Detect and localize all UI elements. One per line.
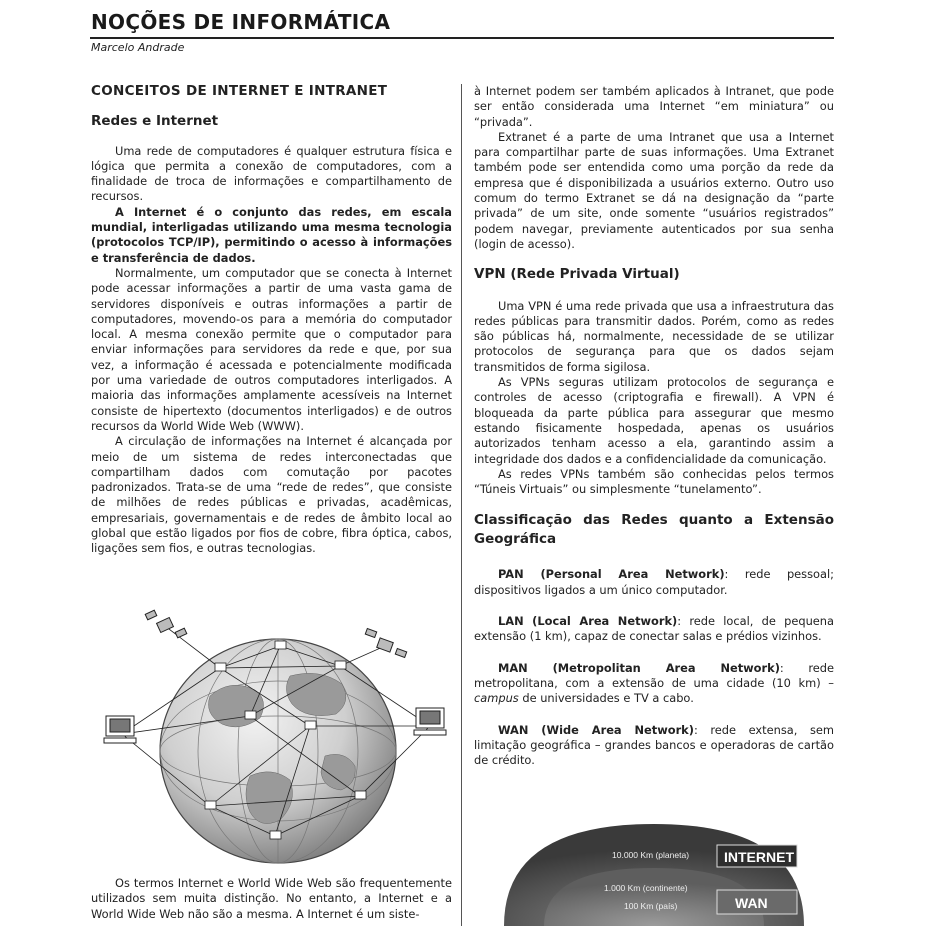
network-scale-diagram xyxy=(474,822,834,926)
paragraph: As redes VPNs também são conhecidas pelos termos “Túneis Virtuais” ou simplesmente “tunelamento”. xyxy=(474,466,834,497)
paragraph: Normalmente, um computador que se conecta à Internet pode acessar informações a partir de uma vasta gama de servidores disponíveis e outras informações a partir de computadores, movendo-os para a memória do computador local. A mesma conexão permite que o computador para enviar informações para servidores da rede e que, por sua vez, a informação é acessada e potencialmente modificada por uma variedade de outros computadores interligados. A maioria das informações amplamente acessíveis na Internet consiste de hipertexto (documentos interligados) e de outros recursos da World Wide Web (WWW). xyxy=(91,265,452,433)
paragraph: à Internet podem ser também aplicados à Intranet, que pode ser então considerada uma Internet “em miniatura” ou “privada”. xyxy=(474,84,834,129)
paragraph: Os termos Internet e World Wide Web são frequentemente utilizados sem muita distinção. No entanto, a Internet e a World Wide Web não são a mesma. A Internet é um siste- xyxy=(91,876,452,921)
wan-range-continent: 1.000 Km (continente) xyxy=(604,883,688,893)
man-description: : rede metropolitana, com a extensão de uma cidade (10 km) – xyxy=(474,660,834,690)
vpn-title: VPN (Rede Privada Virtual) xyxy=(474,266,680,283)
pan-term: PAN (Personal Area Network) xyxy=(498,567,725,582)
wan-range-country: 100 Km (país) xyxy=(624,901,678,911)
lan-item xyxy=(474,614,834,645)
classification-title: Classificação das Redes quanto a Extensão Geográfica xyxy=(474,512,834,548)
author: Marcelo Andrade xyxy=(91,41,185,54)
wan-item xyxy=(474,723,834,769)
wan-label: WAN xyxy=(735,895,768,911)
paragraph: Extranet é a parte de uma Intranet que usa a Internet para compartilhar parte de suas informações. Uma Extranet também pode ser entendida como uma porção da rede da empresa que é disponibilizada a usuários externo. Outro uso comum do termo Extranet se dá na designação da “parte privada” de um site, onde somente “usuários registrados” podem navegar, previamente autenticados por sua senha (login de acesso). xyxy=(474,129,834,251)
paragraph-bold: A Internet é o conjunto das redes, em escala mundial, interligadas utilizando uma mesma tecnologia (protocolos TCP/IP), permitindo o acesso à informações e transferência de dados. xyxy=(91,204,452,265)
column-divider xyxy=(461,84,462,926)
wan-term: WAN (Wide Area Network) xyxy=(498,722,694,737)
pan-item xyxy=(474,567,834,598)
paragraph: Uma rede de computadores é qualquer estrutura física e lógica que permita a conexão de computadores, com a finalidade de troca de informações e compartilhamento de recursos. xyxy=(91,143,452,204)
internet-range: 10.000 Km (planeta) xyxy=(612,850,690,860)
man-item xyxy=(474,661,834,707)
globe-network-icon xyxy=(100,606,450,868)
right-column xyxy=(474,84,834,768)
section-title: CONCEITOS DE INTERNET E INTRANET xyxy=(91,83,388,99)
paragraph: As VPNs seguras utilizam protocolos de segurança e controles de acesso (criptografia e firewall). A VPN é bloqueada da parte pública para assegurar que mesmo estando fisicamente hospedada, apenas os usuários autorizados tenham acesso a ela, garantindo assim a integridade dos dados e a confidencialidade da comunicação. xyxy=(474,375,834,466)
left-column xyxy=(91,84,452,557)
header-divider xyxy=(90,37,834,39)
man-term: MAN (Metropolitan Area Network) xyxy=(498,660,780,675)
paragraph: A circulação de informações na Internet é alcançada por meio de um sistema de redes interconectadas que compartilham dados com comutação por pacotes padronizados. Trata-se de uma “rede de redes”, que consiste de milhões de redes públicas e privadas, acadêmicas, empresariais, governamentais e de redes de âmbito local ao global que estão ligados por fios de cobre, fibra óptica, cabos, ligações sem fios, e outras tecnologias. xyxy=(91,434,452,556)
left-column-bottom xyxy=(91,876,452,922)
page-title: NOÇÕES DE INFORMÁTICA xyxy=(91,10,391,34)
man-description-end: de universidades e TV a cabo. xyxy=(518,691,694,706)
subsection-title: Redes e Internet xyxy=(91,113,219,130)
internet-label: INTERNET xyxy=(724,849,794,865)
paragraph: Uma VPN é uma rede privada que usa a infraestrutura das redes públicas para transmitir dados. Porém, como as redes são públicas há, normalmente, necessidade de se utilizar protocolos de segurança para que os dados sejam transmitidos de forma sigilosa. xyxy=(474,298,834,374)
lan-description: : rede local, de pequena extensão (1 km), capaz de conectar salas e prédios vizinhos. xyxy=(474,614,834,644)
pan-description: : rede pessoal; dispositivos ligados a um único computador. xyxy=(474,567,834,597)
wan-description: : rede extensa, sem limitação geográfica – grandes bancos e operadoras de cartão de crédito. xyxy=(474,722,834,768)
lan-term: LAN (Local Area Network) xyxy=(498,614,678,629)
man-campus: campus xyxy=(474,691,519,706)
